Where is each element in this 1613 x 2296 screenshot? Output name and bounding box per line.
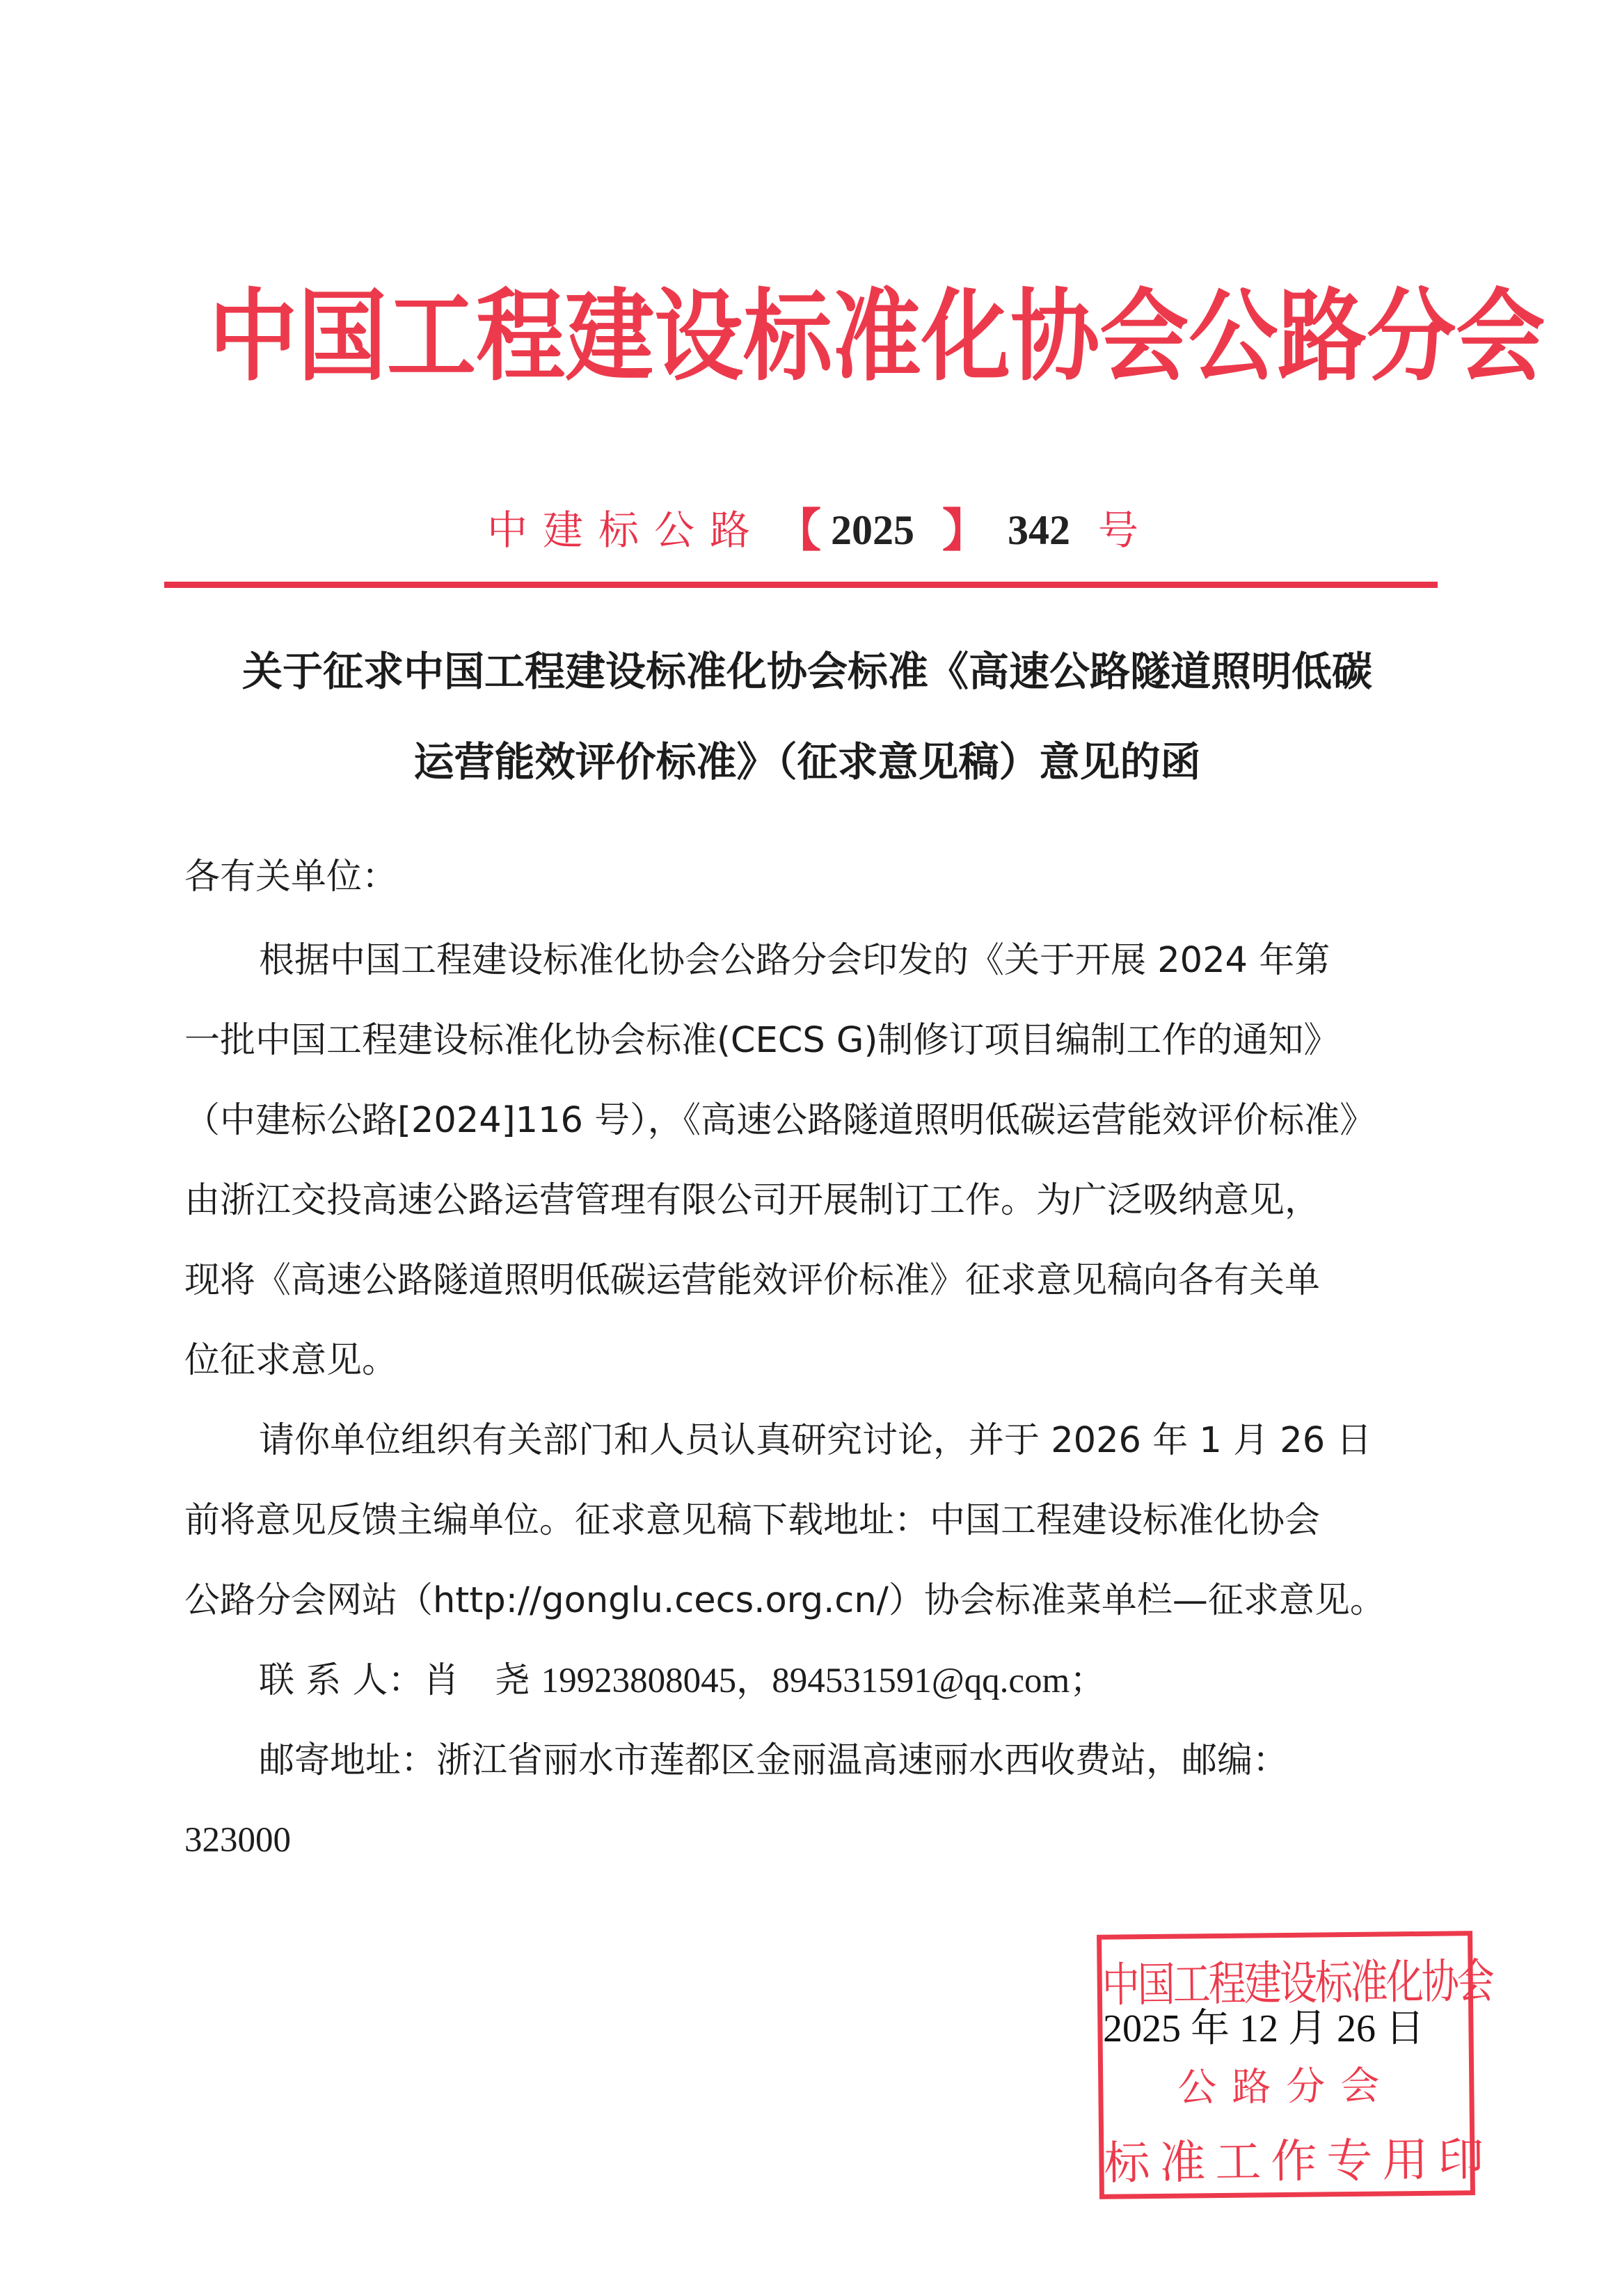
contact-separator: ， [736,1660,772,1701]
org-char: 会 [1456,279,1546,395]
org-char: 化 [921,279,1011,395]
org-char: 中 [209,279,299,395]
org-char: 路 [1278,279,1367,395]
seal-line-1: 中国工程建设标准化协会 [1102,1954,1493,2013]
org-char: 工 [387,279,477,395]
org-char: 准 [832,279,922,395]
org-char: 设 [654,279,744,395]
org-char: 会 [1099,279,1189,395]
paragraph-1-line-3: （中建标公路[2024]116 号），《高速公路隧道照明低碳运营能效评价标准》 [184,1100,1376,1141]
postcode: 323000 [184,1821,291,1860]
bracket-open: 【 [775,503,822,557]
doc-serial: 342 [1008,507,1071,553]
seal-line-2: 公路分会 [1177,2063,1395,2111]
paragraph-2-line-3: 公路分会网站（http://gonglu.cecs.org.cn/）协会标准菜单栏—征求意见。 [184,1580,1385,1621]
subject-line-1: 关于征求中国工程建设标准化协会标准《高速公路隧道照明低碳 [241,648,1372,695]
doc-year: 2025 [831,507,915,553]
contact-name: 肖 尧 [423,1660,530,1701]
subject-heading [160,626,1454,807]
paragraph-1-line-4: 由浙江交投高速公路运营管理有限公司开展制订工作。为广泛吸纳意见， [184,1180,1321,1221]
contact-label: 联 系 人： [259,1660,424,1701]
doc-number-prefix: 中建标公路 [487,507,766,554]
paragraph-1-line-2: 一批中国工程建设标准化协会标准(CECS G)制修订项目编制工作的通知》 [184,1020,1340,1061]
org-char: 国 [298,279,388,395]
paragraph-1-line-6: 位征求意见。 [184,1340,398,1381]
paragraph-1-line-1: 根据中国工程建设标准化协会公路分会印发的《关于开展 2024 年第 [259,940,1330,981]
issue-date: 2025 年 12 月 26 日 [1103,2007,1424,2050]
subject-line-2: 运营能效评价标准》（征求意见稿）意见的函 [413,738,1201,786]
paragraph-1-line-5: 现将《高速公路隧道照明低碳运营能效评价标准》征求意见稿向各有关单 [184,1260,1321,1301]
org-char: 标 [743,279,833,395]
contact-phone: 19923808045 [541,1661,737,1700]
mailing-address: 浙江省丽水市莲都区金丽温高速丽水西收费站，邮编： [436,1740,1289,1781]
bracket-close: 】 [942,503,989,557]
org-char: 分 [1367,279,1456,395]
document-number [487,502,1138,558]
contact-line [259,1660,1106,1701]
contact-email: 894531591@qq.com [772,1661,1070,1700]
mailing-label: 邮寄地址： [259,1740,437,1781]
official-seal [1097,1931,1494,2199]
seal-line-3: 标准工作专用印 [1104,2132,1494,2190]
mailing-line [259,1740,1289,1781]
red-divider [164,582,1438,588]
contact-end: ； [1070,1660,1106,1701]
org-char: 公 [1189,279,1278,395]
organization-title [209,275,1546,399]
doc-number-suffix: 号 [1098,507,1139,554]
org-char: 程 [476,279,566,395]
org-char: 协 [1010,279,1100,395]
paragraph-2-line-1: 请你单位组织有关部门和人员认真研究讨论，并于 2026 年 1 月 26 日 [259,1420,1372,1461]
org-char: 建 [565,279,655,395]
paragraph-2-line-2: 前将意见反馈主编单位。征求意见稿下载地址：中国工程建设标准化协会 [184,1500,1321,1541]
salutation: 各有关单位： [184,856,398,898]
